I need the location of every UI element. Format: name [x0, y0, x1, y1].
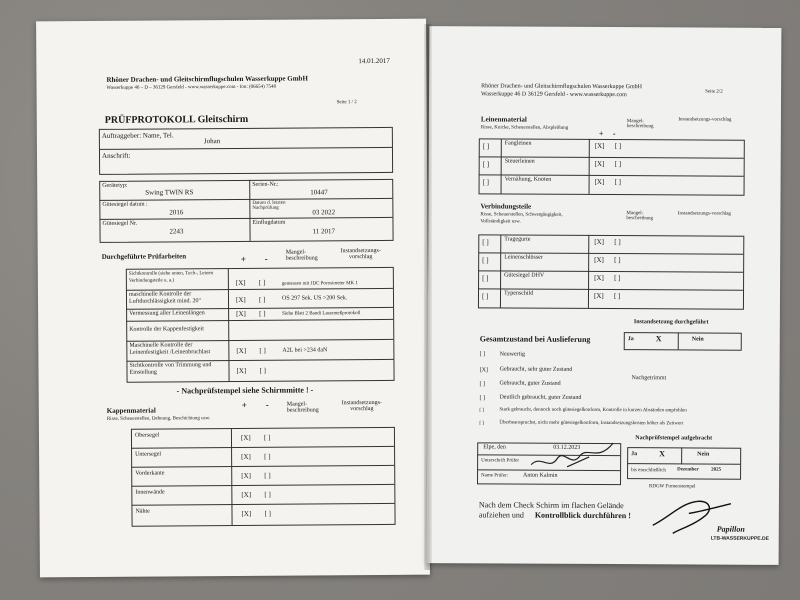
- device-label: Gerätetyp:: [102, 182, 128, 189]
- state-1-label: Gebraucht, sehr guter Zustand: [499, 366, 573, 373]
- last-check-value: 03 2022: [312, 208, 336, 217]
- check-porosity-mark: [X]: [235, 295, 246, 304]
- repair-done-box: [624, 332, 742, 351]
- state-0-label: Neuwertig: [499, 351, 526, 358]
- conn-subtitle: Risse, Scheuerstellen, Schwergängigkeit, Vollständigkeit usw.: [480, 212, 563, 225]
- repair-done-x: X: [655, 334, 662, 344]
- lines-steer-empty2: [ ]: [614, 160, 622, 169]
- check-visual-mark: [X]: [235, 278, 246, 287]
- canopy-edge-label: Vorderkante: [135, 470, 165, 477]
- canopy-seams-empty: [ ]: [264, 509, 271, 518]
- check-lines-label: Vermessung aller Leinenlängen: [129, 310, 205, 317]
- company-address: Wasserkuppe 46 – D – 36129 Gersfeld - www.wasserkuppe.com - fon: (06654) 7548: [106, 84, 277, 91]
- conn-type-mark: [X]: [593, 291, 604, 300]
- last-check-label: Datum d. letzten Nachprüfung: [252, 200, 286, 211]
- conn-harness-mark: [X]: [594, 237, 605, 246]
- conn-repair-col: Instandsetzungs-vorschlag: [677, 211, 731, 217]
- conn-links-empty2: [ ]: [614, 256, 621, 265]
- sign-date: 03.12.2023: [553, 444, 581, 451]
- inspector-value: Anton Kalmin: [523, 472, 558, 479]
- lines-minus: -: [612, 129, 616, 139]
- page-fold: [424, 24, 432, 570]
- repair-done-nein: Nein: [691, 336, 704, 343]
- page-number: Seite 1 / 2: [336, 100, 357, 106]
- canopy-title: Kappenmaterial: [106, 406, 156, 415]
- canopy-subtitle: Risse, Scheuerstellen, Dehnung, Beschichtung usw.: [106, 416, 211, 422]
- page-number-2: Seite 2/2: [705, 89, 723, 95]
- stamp-x: X: [659, 449, 665, 459]
- conn-seal-mark: [X]: [594, 273, 604, 282]
- state-1-box: [X]: [479, 367, 488, 374]
- valid-month: Dezember: [677, 467, 699, 473]
- canopy-lower-empty: [ ]: [264, 452, 271, 461]
- lines-steer-label: Steuerleinen: [504, 158, 535, 165]
- stamp-title: Nachprüfstempel aufgebracht: [635, 435, 713, 442]
- conn-type-label: Typenschild: [503, 290, 534, 297]
- canopy-walls-mark: [X]: [241, 490, 252, 499]
- lines-subtitle: Risse, Knicke, Scheuerstellen, Abspleißung: [480, 125, 569, 131]
- check-porosity-empty: [ ]: [258, 295, 266, 304]
- lines-fang-label: Fangleinen: [504, 140, 532, 147]
- check-line-strength-note: A2L bei >234 daN: [282, 347, 328, 354]
- inspector-signature: [527, 437, 617, 477]
- stamp-note: - Nachprüfstempel siehe Schirmmitte ! -: [176, 385, 314, 396]
- stamp-nein: Nein: [697, 451, 710, 458]
- check-visual-note: gemessen mit JDC Porosimeter MK 1: [281, 281, 358, 287]
- canopy-lower-mark: [X]: [241, 452, 251, 461]
- retrim-note: Nachgetrimmt: [631, 375, 667, 382]
- conn-seal-empty: [ ]: [482, 274, 489, 283]
- canopy-table: [131, 427, 396, 527]
- footer-line-2b: Kontrollblick durchführen !: [534, 510, 631, 521]
- canopy-seams-mark: [X]: [241, 509, 252, 518]
- conn-harness-label: Tragegurte: [504, 236, 531, 243]
- lines-title: Leinenmaterial: [480, 115, 527, 124]
- conn-defect-col: Mangel-beschreibung: [626, 211, 654, 222]
- lines-plus: +: [598, 128, 604, 138]
- conn-links-label: Leinenschlösser: [504, 254, 543, 261]
- state-5-box: [ ]: [479, 421, 484, 427]
- device-box: [99, 179, 393, 243]
- checks-title: Durchgeführte Prüfarbeiten: [101, 252, 187, 261]
- canopy-edge-empty: [ ]: [264, 471, 271, 480]
- lines-table: [479, 138, 745, 195]
- conn-type-empty: [ ]: [481, 292, 489, 301]
- state-2-label: Gebraucht, guter Zustand: [499, 380, 561, 387]
- document-date: 14.01.2017: [358, 56, 390, 66]
- canopy-edge-mark: [X]: [241, 471, 251, 480]
- state-2-box: [ ]: [479, 381, 486, 388]
- lines-knot-label: Vernähung, Knoten: [504, 176, 552, 183]
- check-visual-empty: [ ]: [258, 278, 266, 287]
- signature-label: Unterschrift Prüfer: [481, 458, 520, 464]
- conn-harness-empty2: [ ]: [614, 238, 621, 247]
- stamp-ja: Ja: [631, 451, 638, 458]
- check-trim-mark: [X]: [236, 366, 247, 375]
- page-title: PRÜFPROTOKOLL Gleitschirm: [104, 113, 249, 126]
- logo-script: Papillon: [716, 524, 745, 534]
- device-value: Swing TWIN RS: [145, 188, 194, 197]
- conn-type-empty2: [ ]: [613, 292, 621, 301]
- canopy-repair-col: Instandsetzungs-vorschlag: [341, 399, 382, 413]
- lines-fang-empty: [ ]: [482, 142, 490, 151]
- seal-no-value: 2243: [169, 227, 184, 236]
- check-line-strength-label: Maschinelle Kontrolle der Leinenfestigkeit /Leinenbruchlast: [129, 342, 211, 356]
- lines-fang-empty2: [ ]: [614, 142, 622, 151]
- check-trim-empty: [ ]: [259, 366, 266, 375]
- lines-repair-col: Instandsetzungs-vorschlag: [678, 117, 732, 123]
- conn-links-empty: [ ]: [482, 256, 489, 265]
- conn-links-mark: [X]: [594, 255, 604, 264]
- repair-col-header: Instandsetzungs-vorschlag: [340, 247, 381, 261]
- defect-col-header: Mangel-beschreibung: [285, 249, 318, 262]
- check-line-strength-mark: [X]: [236, 346, 247, 355]
- canopy-upper-mark: [X]: [240, 433, 251, 442]
- lines-steer-empty: [ ]: [482, 160, 490, 169]
- seal-date-value: 2016: [169, 208, 184, 217]
- valid-year: 2025: [711, 467, 722, 473]
- repair-done-ja: Ja: [627, 336, 634, 343]
- client-value: Johan: [203, 137, 221, 146]
- rdgw-stamp-label: RDGW Firmenstempel: [648, 484, 696, 490]
- canopy-minus-header: -: [265, 399, 269, 410]
- lines-fang-mark: [X]: [594, 141, 605, 151]
- state-0-box: [ ]: [479, 351, 486, 358]
- page-2: [427, 26, 782, 565]
- serial-label: Serien-Nr.:: [252, 181, 279, 188]
- lines-steer-mark: [X]: [594, 159, 605, 169]
- fly-date-value: 11 2017: [312, 227, 336, 236]
- state-4-label: Stark gebraucht, dennoch noch gütesiegelkonform, Kontrolle in kurzen Abständen empfohlen: [499, 407, 687, 414]
- plus-header: +: [240, 253, 246, 264]
- canopy-upper-empty: [ ]: [263, 433, 271, 442]
- state-5-label: Überbeanspruchst, nicht mehr gütesiegelkonform, Instandsetzungskosten höher als Zeitwert: [499, 420, 684, 427]
- footer-line-1: Nach dem Check Schirm im flachen Gelände: [478, 500, 624, 511]
- state-3-box: [ ]: [479, 395, 485, 402]
- canopy-seams-label: Nähte: [135, 508, 150, 515]
- company-name-2: Rhöner Drachen- und Gleitschirmflugschulen Wasserkuppe GmbH: [481, 83, 642, 91]
- serial-value: 10447: [310, 188, 328, 197]
- inspector-label: Name Prüfer:: [481, 473, 509, 479]
- canopy-defect-col: Mangel-beschreibung: [286, 401, 319, 414]
- lines-knot-mark: [X]: [594, 177, 605, 187]
- sign-place: Elpe, den: [483, 444, 506, 451]
- check-lines-empty: [ ]: [259, 309, 266, 318]
- canopy-walls-label: Innenwände: [135, 489, 165, 496]
- conn-harness-empty: [ ]: [482, 238, 489, 247]
- check-canopy-strength-label: Kontrolle der Kappenfestigkeit: [129, 326, 204, 333]
- lines-knot-empty2: [ ]: [614, 178, 622, 187]
- check-porosity-note: OS 297 Sek. US >200 Sek.: [281, 295, 348, 302]
- company-name: Rhöner Drachen- und Gleitschirmflugschulen Wasserkuppe GmbH: [106, 74, 308, 84]
- client-label: Auftraggeber: Name, Tel.: [101, 131, 174, 140]
- canopy-plus-header: +: [241, 399, 247, 410]
- lines-defect-col: Mangel-beschreibung: [626, 119, 654, 130]
- fly-date-label: Einflugdatum: [252, 219, 286, 226]
- valid-until-label: bis einschließlich: [631, 468, 666, 474]
- check-trim-label: Sichtkontrolle von Trimmung und Einstellung: [129, 362, 212, 376]
- check-line-strength-empty: [ ]: [259, 346, 266, 355]
- check-lines-note: Siehe Blatt 2 Bandi Lasermeßprotokoll: [282, 311, 361, 317]
- minus-header: -: [264, 253, 268, 264]
- conn-seal-empty2: [ ]: [614, 274, 621, 283]
- canopy-walls-empty: [ ]: [264, 490, 271, 499]
- check-porosity-label: maschinelle Kontrolle der Luftdurchlässigkeit mind. 20": [128, 291, 201, 305]
- check-lines-mark: [X]: [236, 309, 246, 318]
- seal-no-label: Gütesiegel Nr.: [102, 220, 138, 227]
- address-label: Anschrift:: [101, 151, 131, 160]
- canopy-upper-label: Obersegel: [134, 432, 160, 439]
- conn-seal-label: Gütesiegel DHV: [504, 272, 545, 279]
- seal-date-label: Gütesiegel datum :: [102, 201, 148, 208]
- state-title: Gesamtzustand bei Auslieferung: [479, 334, 591, 344]
- company-address-2: Wasserkuppe 46 D 36129 Gersfeld - www.wasserkuppe.com: [481, 91, 627, 99]
- lines-knot-empty: [ ]: [482, 178, 490, 187]
- conn-title: Verbindungsteile: [480, 202, 532, 211]
- check-visual-label: Sichtkontrolle (siehe unten, Tuch-, Leinen Verbindungsteile u. a.): [128, 271, 214, 284]
- logo-url: LTB-WASSERKUPPE.DE: [710, 535, 769, 542]
- state-3-label: Deutlich gebraucht, guter Zustand: [499, 394, 582, 401]
- repair-done-title: Instandsetzung durchgeführt: [633, 319, 709, 326]
- page-1: [36, 19, 430, 578]
- footer-line-2a: aufziehen und: [478, 510, 524, 520]
- canopy-lower-label: Untersegel: [135, 451, 162, 458]
- state-4-box: [ ]: [479, 408, 485, 414]
